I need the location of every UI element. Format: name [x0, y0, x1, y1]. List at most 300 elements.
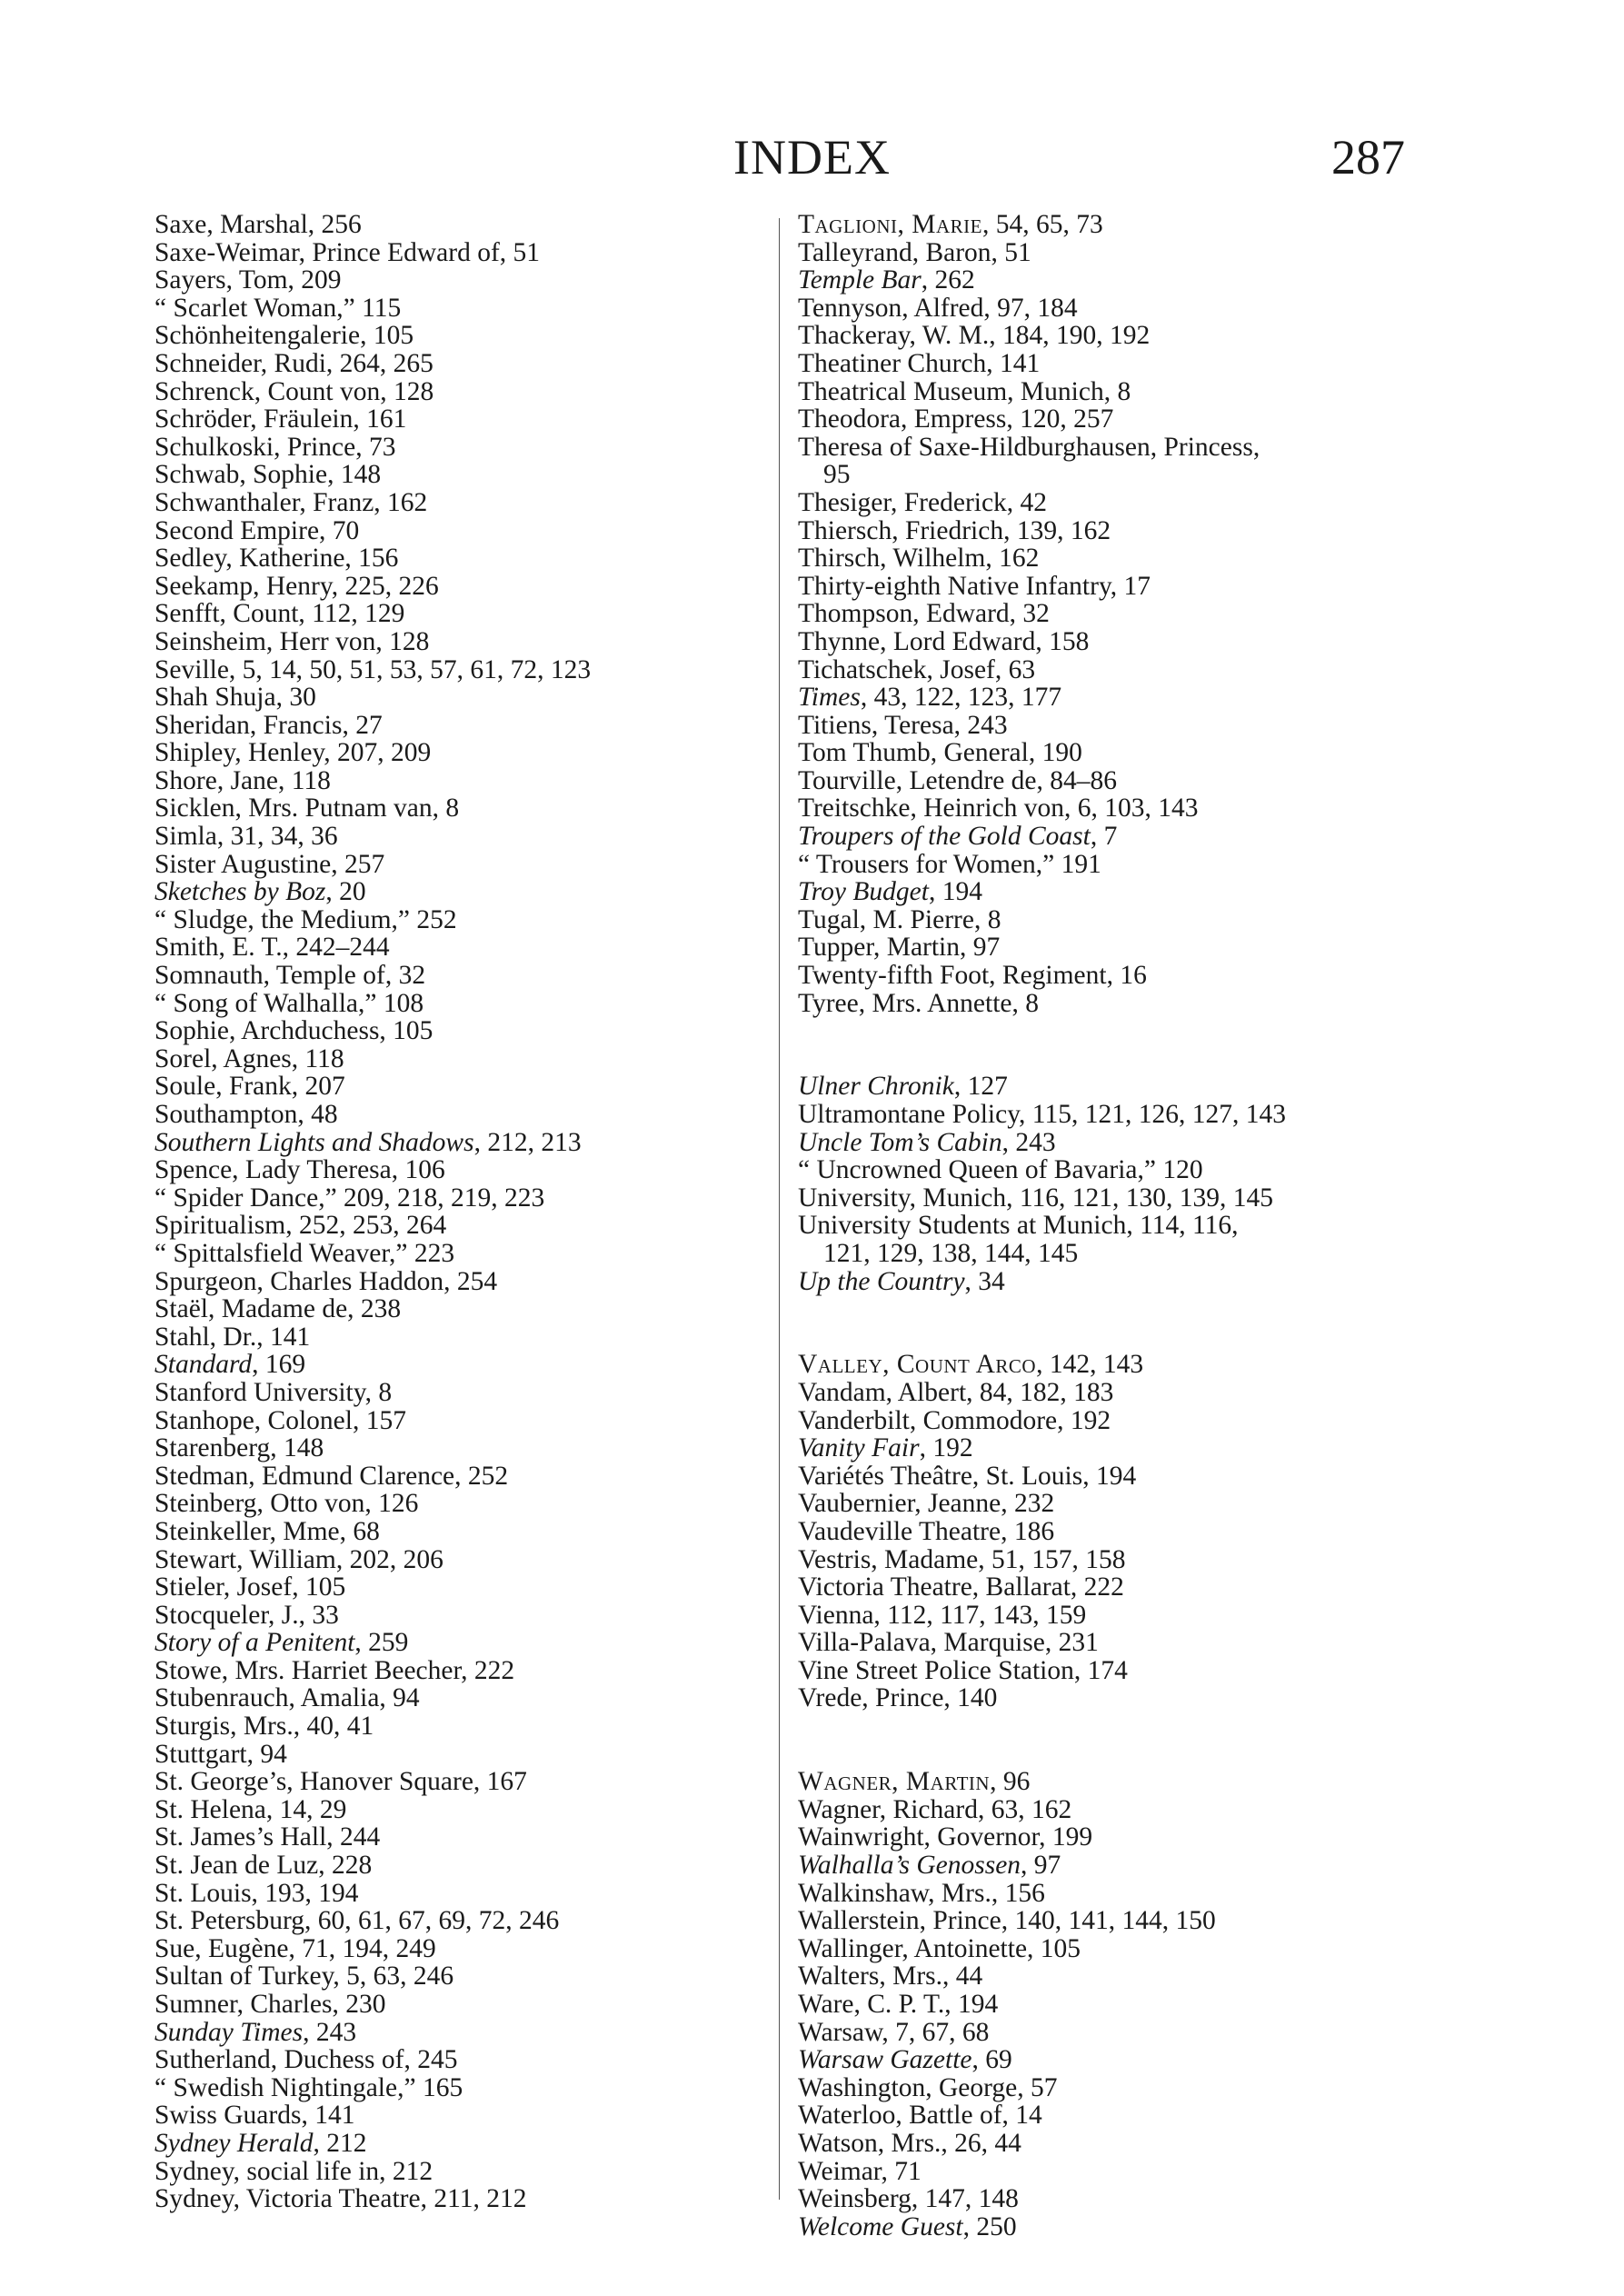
index-entry [154, 1991, 591, 2019]
index-entry-pages: , 97 [1021, 1851, 1061, 1881]
index-entry-term: Welcome Guest [798, 2211, 963, 2241]
index-entry-term: Sutherland, Duchess of, 245 [154, 2045, 458, 2075]
index-entry [154, 1240, 591, 1268]
section-gap [798, 1045, 1286, 1073]
index-entry-term: Swiss Guards, 141 [154, 2101, 355, 2131]
index-entry [154, 1880, 591, 1908]
index-entry-pages: , 250 [962, 2211, 1017, 2241]
index-entry [798, 739, 1286, 767]
index-entry [798, 1962, 1286, 1991]
index-entry [798, 1518, 1286, 1546]
index-entry-term: Weimar, 71 [798, 2156, 922, 2186]
index-entry [798, 405, 1286, 434]
index-entry-term: Shah Shuja, 30 [154, 683, 316, 713]
index-entry [798, 239, 1286, 267]
index-entry [154, 2130, 591, 2158]
index-entry-term: Variétés Theâtre, St. Louis, 194 [798, 1461, 1137, 1491]
index-entry [798, 1268, 1286, 1296]
index-entry [154, 1379, 591, 1407]
index-entry [798, 2019, 1286, 2047]
index-entry-term: Washington, George, 57 [798, 2072, 1058, 2102]
index-entry-term: Valley, Count Arco [798, 1350, 1037, 1380]
index-entry-term: Theresa of Saxe-Hildburghausen, Princess, [798, 432, 1260, 462]
index-entry [154, 1602, 591, 1630]
index-entry [798, 461, 1286, 489]
index-entry-pages: , 243 [303, 2017, 357, 2047]
index-entry-term: Stubenrauch, Amalia, 94 [154, 1683, 420, 1713]
index-entry-term: Thesiger, Frederick, 42 [798, 487, 1048, 517]
index-entry-term: Sunday Times [154, 2017, 304, 2047]
index-entry [154, 1962, 591, 1991]
index-column-left [154, 211, 591, 2213]
index-entry-term: University, Munich, 116, 121, 130, 139, 145 [798, 1183, 1274, 1213]
index-entry-term: Seekamp, Henry, 225, 226 [154, 571, 439, 601]
index-entry [798, 434, 1286, 462]
index-entry-term: Sicklen, Mrs. Putnam van, 8 [154, 794, 460, 824]
index-entry [154, 962, 591, 990]
index-entry-term: Sultan of Turkey, 5, 63, 246 [154, 1962, 454, 1992]
index-entry-term: Watson, Mrs., 26, 44 [798, 2128, 1021, 2158]
index-entry-pages: , 212 [313, 2128, 367, 2158]
index-entry [798, 962, 1286, 990]
index-entry [154, 878, 591, 906]
index-entry-pages: , 169 [252, 1350, 306, 1380]
index-entry [798, 378, 1286, 406]
index-entry-pages: , 7 [1090, 822, 1118, 852]
index-entry-term: Sister Augustine, 257 [154, 849, 385, 879]
index-entry [798, 600, 1286, 628]
index-entry-term: 95 [823, 460, 851, 490]
index-entry [154, 990, 591, 1018]
index-entry [154, 767, 591, 795]
index-entry-term: Schneider, Rudi, 264, 265 [154, 348, 433, 378]
index-entry [154, 322, 591, 350]
index-entry [154, 1768, 591, 1796]
index-entry [154, 1490, 591, 1518]
index-entry [798, 544, 1286, 573]
index-entry [154, 489, 591, 517]
index-entry-pages: , 192 [919, 1433, 973, 1463]
index-entry [798, 489, 1286, 517]
index-entry [154, 823, 591, 851]
index-entry-term: Walters, Mrs., 44 [798, 1962, 983, 1992]
index-entry-term: Seville, 5, 14, 50, 51, 53, 57, 61, 72, 123 [154, 654, 592, 684]
index-entry [154, 1101, 591, 1129]
index-entry [154, 1212, 591, 1240]
index-entry [154, 1184, 591, 1213]
index-entry-term: Starenberg, 148 [154, 1433, 324, 1463]
index-entry [798, 1240, 1286, 1268]
index-entry [798, 2074, 1286, 2102]
index-entry [154, 266, 591, 294]
index-entry-term: Soule, Frank, 207 [154, 1072, 345, 1102]
index-entry-term: Stewart, William, 202, 206 [154, 1544, 443, 1574]
index-entry [154, 2046, 591, 2074]
index-entry [154, 378, 591, 406]
index-entry [154, 2074, 591, 2102]
index-entry-term: Stieler, Josef, 105 [154, 1572, 346, 1602]
index-entry [154, 1823, 591, 1852]
index-entry-term: 121, 129, 138, 144, 145 [823, 1238, 1079, 1268]
index-entry-term: Standard [154, 1350, 253, 1380]
index-entry-term: Warsaw, 7, 67, 68 [798, 2017, 990, 2047]
index-entry [798, 628, 1286, 656]
section-gap [798, 1017, 1286, 1045]
index-entry [798, 1657, 1286, 1685]
index-entry [798, 1768, 1286, 1796]
index-entry-pages: , 54, 65, 73 [981, 210, 1103, 239]
index-entry-term: Waterloo, Battle of, 14 [798, 2101, 1042, 2131]
index-entry-term: “ Sludge, the Medium,” 252 [154, 904, 457, 934]
index-entry [798, 1629, 1286, 1657]
index-entry-term: University Students at Munich, 114, 116, [798, 1211, 1239, 1241]
index-entry-pages: , 142, 143 [1036, 1350, 1144, 1380]
index-entry [798, 1796, 1286, 1824]
index-entry-term: “ Spider Dance,” 209, 218, 219, 223 [154, 1183, 545, 1213]
index-entry-pages: , 69 [971, 2045, 1012, 2075]
index-entry-term: St. George’s, Hanover Square, 167 [154, 1767, 527, 1797]
index-entry-term: Sydney, Victoria Theatre, 211, 212 [154, 2184, 527, 2214]
index-entry [798, 1184, 1286, 1213]
index-entry [154, 1852, 591, 1880]
index-entry-term: Thynne, Lord Edward, 158 [798, 626, 1090, 656]
index-entry-term: Stanhope, Colonel, 157 [154, 1405, 406, 1435]
index-entry-term: Vandam, Albert, 84, 182, 183 [798, 1377, 1114, 1407]
index-entry [154, 933, 591, 962]
index-entry [154, 906, 591, 934]
index-entry [154, 1907, 591, 1935]
index-entry-term: Vine Street Police Station, 174 [798, 1655, 1128, 1685]
index-entry-pages: , 96 [990, 1767, 1031, 1797]
index-entry-term: Stuttgart, 94 [154, 1739, 287, 1769]
index-entry-pages: , 20 [325, 877, 366, 907]
index-entry-pages: , 127 [953, 1072, 1008, 1102]
index-entry-term: Tupper, Martin, 97 [798, 933, 1001, 963]
index-entry [798, 1602, 1286, 1630]
index-entry-term: Tennyson, Alfred, 97, 184 [798, 293, 1078, 323]
index-entry-term: Sketches by Boz [154, 877, 326, 907]
index-entry [798, 1935, 1286, 1963]
index-entry [154, 851, 591, 879]
index-entry-term: Shore, Jane, 118 [154, 765, 331, 795]
index-entry-term: Villa-Palava, Marquise, 231 [798, 1628, 1099, 1658]
index-entry [154, 1796, 591, 1824]
index-entry [154, 1462, 591, 1491]
index-entry-term: Walkinshaw, Mrs., 156 [798, 1878, 1045, 1908]
index-entry-term: Walhalla’s Genossen [798, 1851, 1021, 1881]
index-entry-term: Tourville, Letendre de, 84–86 [798, 765, 1118, 795]
index-entry-pages: , 259 [354, 1628, 409, 1658]
index-entry-term: Staël, Madame de, 238 [154, 1294, 402, 1324]
index-entry-term: Ware, C. P. T., 194 [798, 1990, 999, 2019]
index-entry-term: St. Helena, 14, 29 [154, 1794, 347, 1824]
index-entry-term: St. Louis, 193, 194 [154, 1878, 359, 1908]
index-entry-term: Vaubernier, Jeanne, 232 [798, 1489, 1055, 1519]
index-entry-term: Ultramontane Policy, 115, 121, 126, 127, 143 [798, 1100, 1286, 1129]
index-entry [798, 990, 1286, 1018]
index-entry-term: “ Scarlet Woman,” 115 [154, 293, 402, 323]
index-entry [798, 2101, 1286, 2130]
index-entry-term: Vestris, Madame, 51, 157, 158 [798, 1544, 1126, 1574]
index-entry-term: Saxe, Marshal, 256 [154, 210, 362, 239]
index-entry-term: Theatrical Museum, Munich, 8 [798, 376, 1131, 406]
index-entry [798, 1351, 1286, 1379]
index-entry [154, 573, 591, 601]
index-entry [154, 1407, 591, 1435]
index-entry-term: Vienna, 112, 117, 143, 159 [798, 1600, 1087, 1630]
index-entry [154, 517, 591, 545]
index-entry-term: Tichatschek, Josef, 63 [798, 654, 1036, 684]
index-entry-term: St. Jean de Luz, 228 [154, 1851, 373, 1881]
index-entry-term: Shipley, Henley, 207, 209 [154, 738, 432, 768]
index-entry-term: Schönheitengalerie, 105 [154, 321, 414, 351]
index-entry [798, 1407, 1286, 1435]
index-entry-term: Troupers of the Gold Coast [798, 822, 1091, 852]
index-entry [154, 1518, 591, 1546]
index-entry [798, 2046, 1286, 2074]
index-entry [798, 906, 1286, 934]
index-entry-term: Thirty-eighth Native Infantry, 17 [798, 571, 1151, 601]
index-entry-term: Wagner, Richard, 63, 162 [798, 1794, 1072, 1824]
index-entry-term: Vanity Fair [798, 1433, 920, 1463]
index-entry-term: Uncle Tom’s Cabin [798, 1127, 1002, 1157]
index-entry-term: Vanderbilt, Commodore, 192 [798, 1405, 1111, 1435]
index-entry-term: Vrede, Prince, 140 [798, 1683, 998, 1713]
index-entry-term: Schröder, Fräulein, 161 [154, 404, 407, 434]
index-entry [798, 1156, 1286, 1184]
index-entry-term: Schwab, Sophie, 148 [154, 460, 382, 490]
index-entry [798, 294, 1286, 323]
index-entry-term: “ Spittalsfield Weaver,” 223 [154, 1238, 455, 1268]
index-entry [798, 1490, 1286, 1518]
index-entry [798, 1880, 1286, 1908]
index-entry [154, 405, 591, 434]
index-entry-term: Victoria Theatre, Ballarat, 222 [798, 1572, 1124, 1602]
page-title: INDEX [733, 130, 891, 185]
index-entry [154, 544, 591, 573]
index-entry [154, 1434, 591, 1462]
index-entry [154, 1017, 591, 1045]
index-entry-term: Sue, Eugène, 71, 194, 249 [154, 1933, 436, 1963]
index-entry-term: Tyree, Mrs. Annette, 8 [798, 988, 1040, 1018]
index-entry-pages: , 243 [1001, 1127, 1056, 1157]
index-entry-term: Somnauth, Temple of, 32 [154, 961, 426, 991]
index-entry-pages: , 262 [921, 265, 975, 295]
index-entry [798, 1823, 1286, 1852]
index-entry [798, 1129, 1286, 1157]
index-entry-term: Thompson, Edward, 32 [798, 599, 1050, 629]
index-entry-term: Thackeray, W. M., 184, 190, 192 [798, 321, 1151, 351]
index-entry-term: Sayers, Tom, 209 [154, 265, 342, 295]
index-entry [154, 1129, 591, 1157]
index-entry-pages: , 34 [964, 1266, 1005, 1296]
index-entry-pages: , 212, 213 [473, 1127, 582, 1157]
index-entry [154, 656, 591, 684]
index-entry [798, 656, 1286, 684]
index-entry [154, 350, 591, 378]
index-entry-term: Second Empire, 70 [154, 515, 360, 545]
index-entry [154, 2158, 591, 2186]
index-entry-term: Schrenck, Count von, 128 [154, 376, 434, 406]
page-number: 287 [1331, 130, 1405, 185]
index-entry-term: Temple Bar [798, 265, 922, 295]
index-entry [798, 933, 1286, 962]
index-entry-term: St. James’s Hall, 244 [154, 1822, 381, 1852]
index-entry [154, 712, 591, 740]
index-entry [798, 1212, 1286, 1240]
index-entry [154, 2185, 591, 2213]
index-entry [154, 294, 591, 323]
section-gap [798, 1741, 1286, 1769]
index-entry [154, 1935, 591, 1963]
index-entry [798, 1434, 1286, 1462]
index-entry [798, 1101, 1286, 1129]
index-entry [798, 1991, 1286, 2019]
index-entry-term: Wallerstein, Prince, 140, 141, 144, 150 [798, 1906, 1216, 1936]
index-entry-term: Stahl, Dr., 141 [154, 1322, 311, 1352]
index-entry [798, 851, 1286, 879]
index-entry-term: Treitschke, Heinrich von, 6, 103, 143 [798, 794, 1199, 824]
index-entry [798, 767, 1286, 795]
index-entry-term: Weinsberg, 147, 148 [798, 2184, 1019, 2214]
index-entry-term: Sydney Herald [154, 2128, 314, 2158]
index-entry-term: “ Trousers for Women,” 191 [798, 849, 1101, 879]
index-entry [154, 1351, 591, 1379]
index-entry [154, 684, 591, 712]
index-entry [154, 1684, 591, 1712]
index-entry-term: Sheridan, Francis, 27 [154, 710, 383, 740]
index-entry [798, 2158, 1286, 2186]
index-entry-term: Tugal, M. Pierre, 8 [798, 904, 1001, 934]
index-entry-term: Theodora, Empress, 120, 257 [798, 404, 1114, 434]
index-entry-term: Vaudeville Theatre, 186 [798, 1516, 1055, 1546]
index-entry [154, 1073, 591, 1101]
index-entry-term: Story of a Penitent [154, 1628, 355, 1658]
index-entry [154, 794, 591, 823]
index-entry [798, 1073, 1286, 1101]
index-entry-term: Ulner Chronik [798, 1072, 954, 1102]
index-entry-term: Taglioni, Marie [798, 210, 982, 239]
index-entry [798, 2185, 1286, 2213]
index-entry-term: Seinsheim, Herr von, 128 [154, 626, 430, 656]
index-entry-term: Twenty-fifth Foot, Regiment, 16 [798, 961, 1147, 991]
index-entry-term: Schwanthaler, Franz, 162 [154, 487, 428, 517]
index-entry-pages: , 43, 122, 123, 177 [860, 683, 1062, 713]
index-entry [154, 2101, 591, 2130]
index-entry-term: Theatiner Church, 141 [798, 348, 1041, 378]
index-entry-term: Wagner, Martin [798, 1767, 991, 1797]
index-entry [798, 823, 1286, 851]
index-entry-term: Spence, Lady Theresa, 106 [154, 1155, 445, 1185]
index-entry-term: Stowe, Mrs. Harriet Beecher, 222 [154, 1655, 515, 1685]
index-entry-term: Stanford University, 8 [154, 1377, 393, 1407]
index-entry-term: Stocqueler, J., 33 [154, 1600, 339, 1630]
index-entry [798, 1462, 1286, 1491]
index-entry-term: Senfft, Count, 112, 129 [154, 599, 405, 629]
column-divider [779, 218, 780, 2200]
index-entry [154, 2019, 591, 2047]
index-entry-term: Steinkeller, Mme, 68 [154, 1516, 380, 1546]
index-entry-term: Sumner, Charles, 230 [154, 1990, 386, 2019]
index-entry [798, 573, 1286, 601]
index-entry-term: Sydney, social life in, 212 [154, 2156, 433, 2186]
index-entry-term: Southern Lights and Shadows [154, 1127, 474, 1157]
index-entry-term: Up the Country [798, 1266, 965, 1296]
index-entry [798, 1684, 1286, 1712]
index-entry-term: Warsaw Gazette [798, 2045, 972, 2075]
index-entry [798, 1907, 1286, 1935]
index-entry-term: Troy Budget [798, 877, 929, 907]
index-entry [154, 1156, 591, 1184]
index-entry [154, 739, 591, 767]
index-entry-term: Steinberg, Otto von, 126 [154, 1489, 419, 1519]
index-entry [154, 1657, 591, 1685]
index-entry-term: “ Swedish Nightingale,” 165 [154, 2072, 463, 2102]
index-entry [798, 684, 1286, 712]
index-entry-term: Spiritualism, 252, 253, 264 [154, 1211, 447, 1241]
index-entry-term: Sturgis, Mrs., 40, 41 [154, 1712, 374, 1742]
index-entry-term: Wainwright, Governor, 199 [798, 1822, 1093, 1852]
index-entry-term: Southampton, 48 [154, 1100, 338, 1129]
index-entry-term: Schulkoski, Prince, 73 [154, 432, 396, 462]
index-entry [154, 1573, 591, 1602]
index-entry-term: Spurgeon, Charles Haddon, 254 [154, 1266, 498, 1296]
index-entry [798, 1379, 1286, 1407]
index-entry-term: Times [798, 683, 861, 713]
index-entry [798, 1546, 1286, 1574]
index-entry-pages: , 194 [928, 877, 982, 907]
index-entry-term: “ Uncrowned Queen of Bavaria,” 120 [798, 1155, 1203, 1185]
index-entry [154, 1546, 591, 1574]
index-entry-term: Thiersch, Friedrich, 139, 162 [798, 515, 1111, 545]
section-gap [798, 1712, 1286, 1741]
index-entry [154, 1295, 591, 1323]
index-entry [154, 1712, 591, 1741]
index-entry-term: Saxe-Weimar, Prince Edward of, 51 [154, 237, 541, 267]
index-entry [798, 712, 1286, 740]
index-entry [154, 600, 591, 628]
index-entry-term: Stedman, Edmund Clarence, 252 [154, 1461, 509, 1491]
index-entry [154, 628, 591, 656]
index-entry [798, 2130, 1286, 2158]
index-entry-term: Talleyrand, Baron, 51 [798, 237, 1031, 267]
index-entry-term: Thirsch, Wilhelm, 162 [798, 544, 1040, 574]
index-entry-term: Sorel, Agnes, 118 [154, 1043, 344, 1073]
index-entry [798, 1852, 1286, 1880]
index-entry-term: Sophie, Archduchess, 105 [154, 1016, 433, 1046]
index-entry [798, 350, 1286, 378]
index-entry [154, 1268, 591, 1296]
index-entry [798, 2213, 1286, 2241]
index-entry [154, 461, 591, 489]
index-entry [798, 211, 1286, 239]
index-entry [798, 794, 1286, 823]
index-entry-term: Titiens, Teresa, 243 [798, 710, 1008, 740]
index-entry [154, 1045, 591, 1073]
index-column-right [798, 211, 1286, 2241]
index-entry [154, 1741, 591, 1769]
index-entry-term: Wallinger, Antoinette, 105 [798, 1933, 1081, 1963]
index-entry [798, 266, 1286, 294]
index-entry [798, 322, 1286, 350]
index-entry [798, 878, 1286, 906]
index-entry [154, 239, 591, 267]
section-gap [798, 1295, 1286, 1323]
index-entry [154, 1629, 591, 1657]
index-entry [154, 434, 591, 462]
index-entry-term: Simla, 31, 34, 36 [154, 822, 338, 852]
index-entry-term: St. Petersburg, 60, 61, 67, 69, 72, 246 [154, 1906, 560, 1936]
